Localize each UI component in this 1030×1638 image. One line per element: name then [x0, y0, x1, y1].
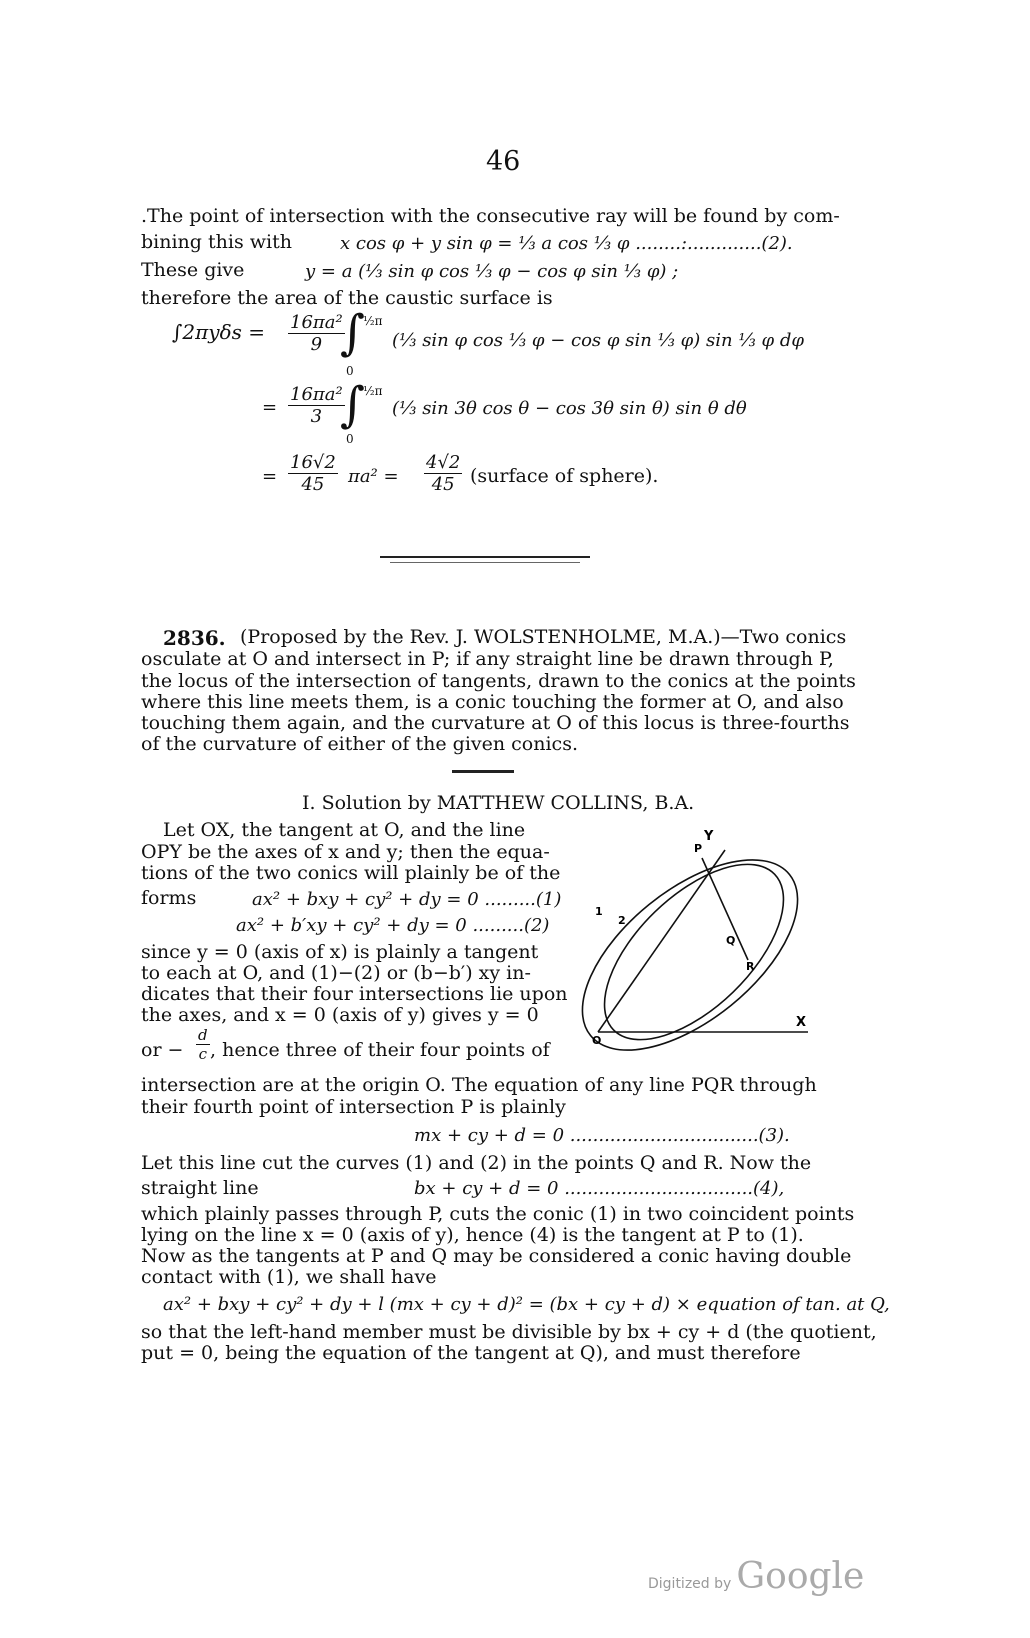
problem-number: [163, 626, 226, 650]
integral-upper: ½π: [363, 384, 383, 398]
text-line: bining this with: [141, 231, 292, 253]
text-line: to each at O, and (1)−(2) or (b−b′) xy in-: [141, 962, 531, 984]
text-line: which plainly passes through P, cuts the conic (1) in two coincident points: [141, 1203, 855, 1225]
fraction: [288, 452, 338, 495]
text-line: the locus of the intersection of tangents, drawn to the conics at the points: [141, 670, 856, 692]
label-2: 2: [618, 914, 626, 927]
fraction: [288, 384, 345, 427]
text-line: tions of the two conics will plainly be of the: [141, 862, 561, 884]
text-line: put = 0, being the equation of the tangent at Q), and must therefore: [141, 1342, 801, 1364]
text-line: Let OX, the tangent at O, and the line: [163, 819, 526, 841]
text-line: Let this line cut the curves (1) and (2) in the points Q and R. Now the: [141, 1152, 812, 1174]
conics-figure: [590, 829, 830, 1060]
text-line: OPY be the axes of x and y; then the equa-: [141, 841, 550, 863]
fraction-numerator: 16πa²: [290, 384, 343, 405]
fraction-numerator: 4√2: [426, 452, 461, 473]
label-r: R: [746, 960, 755, 973]
y-axis-line: [598, 850, 725, 1032]
fraction: [196, 1026, 210, 1063]
text-line: touching them again, and the curvature at O of this locus is three-fourths: [141, 712, 850, 734]
text-line: , hence three of their four points of: [210, 1039, 550, 1061]
equation-3: mx + cy + d = 0 .................................(3).: [414, 1125, 790, 1146]
equation-4: bx + cy + d = 0 .................................(4),: [414, 1178, 785, 1199]
fraction-numerator: d: [198, 1026, 208, 1044]
label-p: P: [694, 842, 703, 855]
label-y: Y: [704, 829, 714, 844]
text-line: so that the left-hand member must be divisible by bx + cy + d (the quotient,: [141, 1321, 877, 1343]
separator-rule: [380, 556, 590, 558]
integral-lower: 0: [346, 364, 354, 378]
integral-lower: 0: [346, 432, 354, 446]
fraction-numerator: 16√2: [290, 452, 336, 473]
text-line: osculate at O and intersect in P; if any straight line be drawn through P,: [141, 648, 834, 670]
label-x: X: [796, 1015, 807, 1030]
equation-5: ax² + bxy + cy² + dy + l (mx + cy + d)² = (bx + cy + d) × equation of tan. at Q,: [163, 1294, 890, 1315]
short-rule: [452, 770, 514, 773]
fraction-denominator: 9: [310, 334, 323, 355]
integral-upper: ½π: [363, 314, 383, 328]
text-line: straight line: [141, 1177, 259, 1199]
text-line: therefore the area of the caustic surface is: [141, 287, 553, 309]
integral-body: (⅓ sin φ cos ⅓ φ − cos φ sin ⅓ φ) sin ⅓ φ dφ: [392, 330, 804, 351]
equation-2: ax² + b′xy + cy² + dy = 0 .........(2): [236, 915, 550, 936]
conic-inner: [575, 834, 814, 1070]
fraction-denominator: c: [198, 1045, 207, 1063]
text-line: contact with (1), we shall have: [141, 1266, 437, 1288]
fraction: [288, 312, 345, 355]
text-line: their fourth point of intersection P is plainly: [141, 1096, 566, 1118]
problem-number-text: 2836.: [163, 626, 226, 650]
equation-1: ax² + bxy + cy² + dy = 0 .........(1): [252, 889, 562, 910]
text-line: since y = 0 (axis of x) is plainly a tangent: [141, 941, 539, 963]
text-line: the axes, and x = 0 (axis of y) gives y = 0: [141, 1004, 539, 1026]
label-1: 1: [595, 905, 603, 918]
integral-lhs: ∫2πyδs =: [172, 320, 266, 344]
text-line: dicates that their four intersections lie upon: [141, 983, 568, 1005]
label-q: Q: [726, 934, 736, 947]
text-line: These give: [141, 259, 245, 281]
text-line: where this line meets them, is a conic touching the former at O, and also: [141, 691, 844, 713]
label-o: O: [592, 1034, 602, 1047]
line-pqr: [702, 858, 748, 960]
text-line: (surface of sphere).: [470, 465, 659, 487]
solution-heading: I. Solution by MATTHEW COLLINS, B.A.: [302, 792, 695, 814]
text-line: lying on the line x = 0 (axis of y), hence (4) is the tangent at P to (1).: [141, 1224, 804, 1246]
fraction-numerator: 16πa²: [290, 312, 343, 333]
separator-rule: [390, 562, 580, 563]
equals: =: [262, 397, 278, 418]
equation: x cos φ + y sin φ = ⅓ a cos ⅓ φ ........:.............(2).: [340, 233, 793, 254]
equation: y = a (⅓ sin φ cos ⅓ φ − cos φ sin ⅓ φ) ;: [305, 261, 679, 282]
equation: πa² =: [348, 466, 399, 487]
equals: =: [262, 466, 278, 487]
watermark: [648, 1556, 864, 1597]
watermark-logo: Google: [736, 1556, 865, 1597]
text-line: or −: [141, 1039, 184, 1061]
text-line: .The point of intersection with the consecutive ray will be found by com-: [141, 205, 840, 227]
integral-sign: ∫: [340, 377, 366, 433]
text-line: Now as the tangents at P and Q may be considered a conic having double: [141, 1245, 852, 1267]
integral-sign: ∫: [340, 305, 366, 361]
watermark-small: Digitized by: [648, 1576, 732, 1592]
text-line: (Proposed by the Rev. J. WOLSTENHOLME, M.A.)—Two conics: [240, 626, 847, 648]
integral-body: (⅓ sin 3θ cos θ − cos 3θ sin θ) sin θ dθ: [392, 398, 747, 419]
fraction-denominator: 3: [310, 406, 323, 427]
fraction-denominator: 45: [301, 474, 325, 495]
text-line: of the curvature of either of the given conics.: [141, 733, 578, 755]
fraction-denominator: 45: [431, 474, 455, 495]
page-number: 46: [486, 146, 521, 177]
fraction: [424, 452, 462, 495]
text-line: forms: [141, 887, 197, 909]
text-line: intersection are at the origin O. The equation of any line PQR through: [141, 1074, 817, 1096]
